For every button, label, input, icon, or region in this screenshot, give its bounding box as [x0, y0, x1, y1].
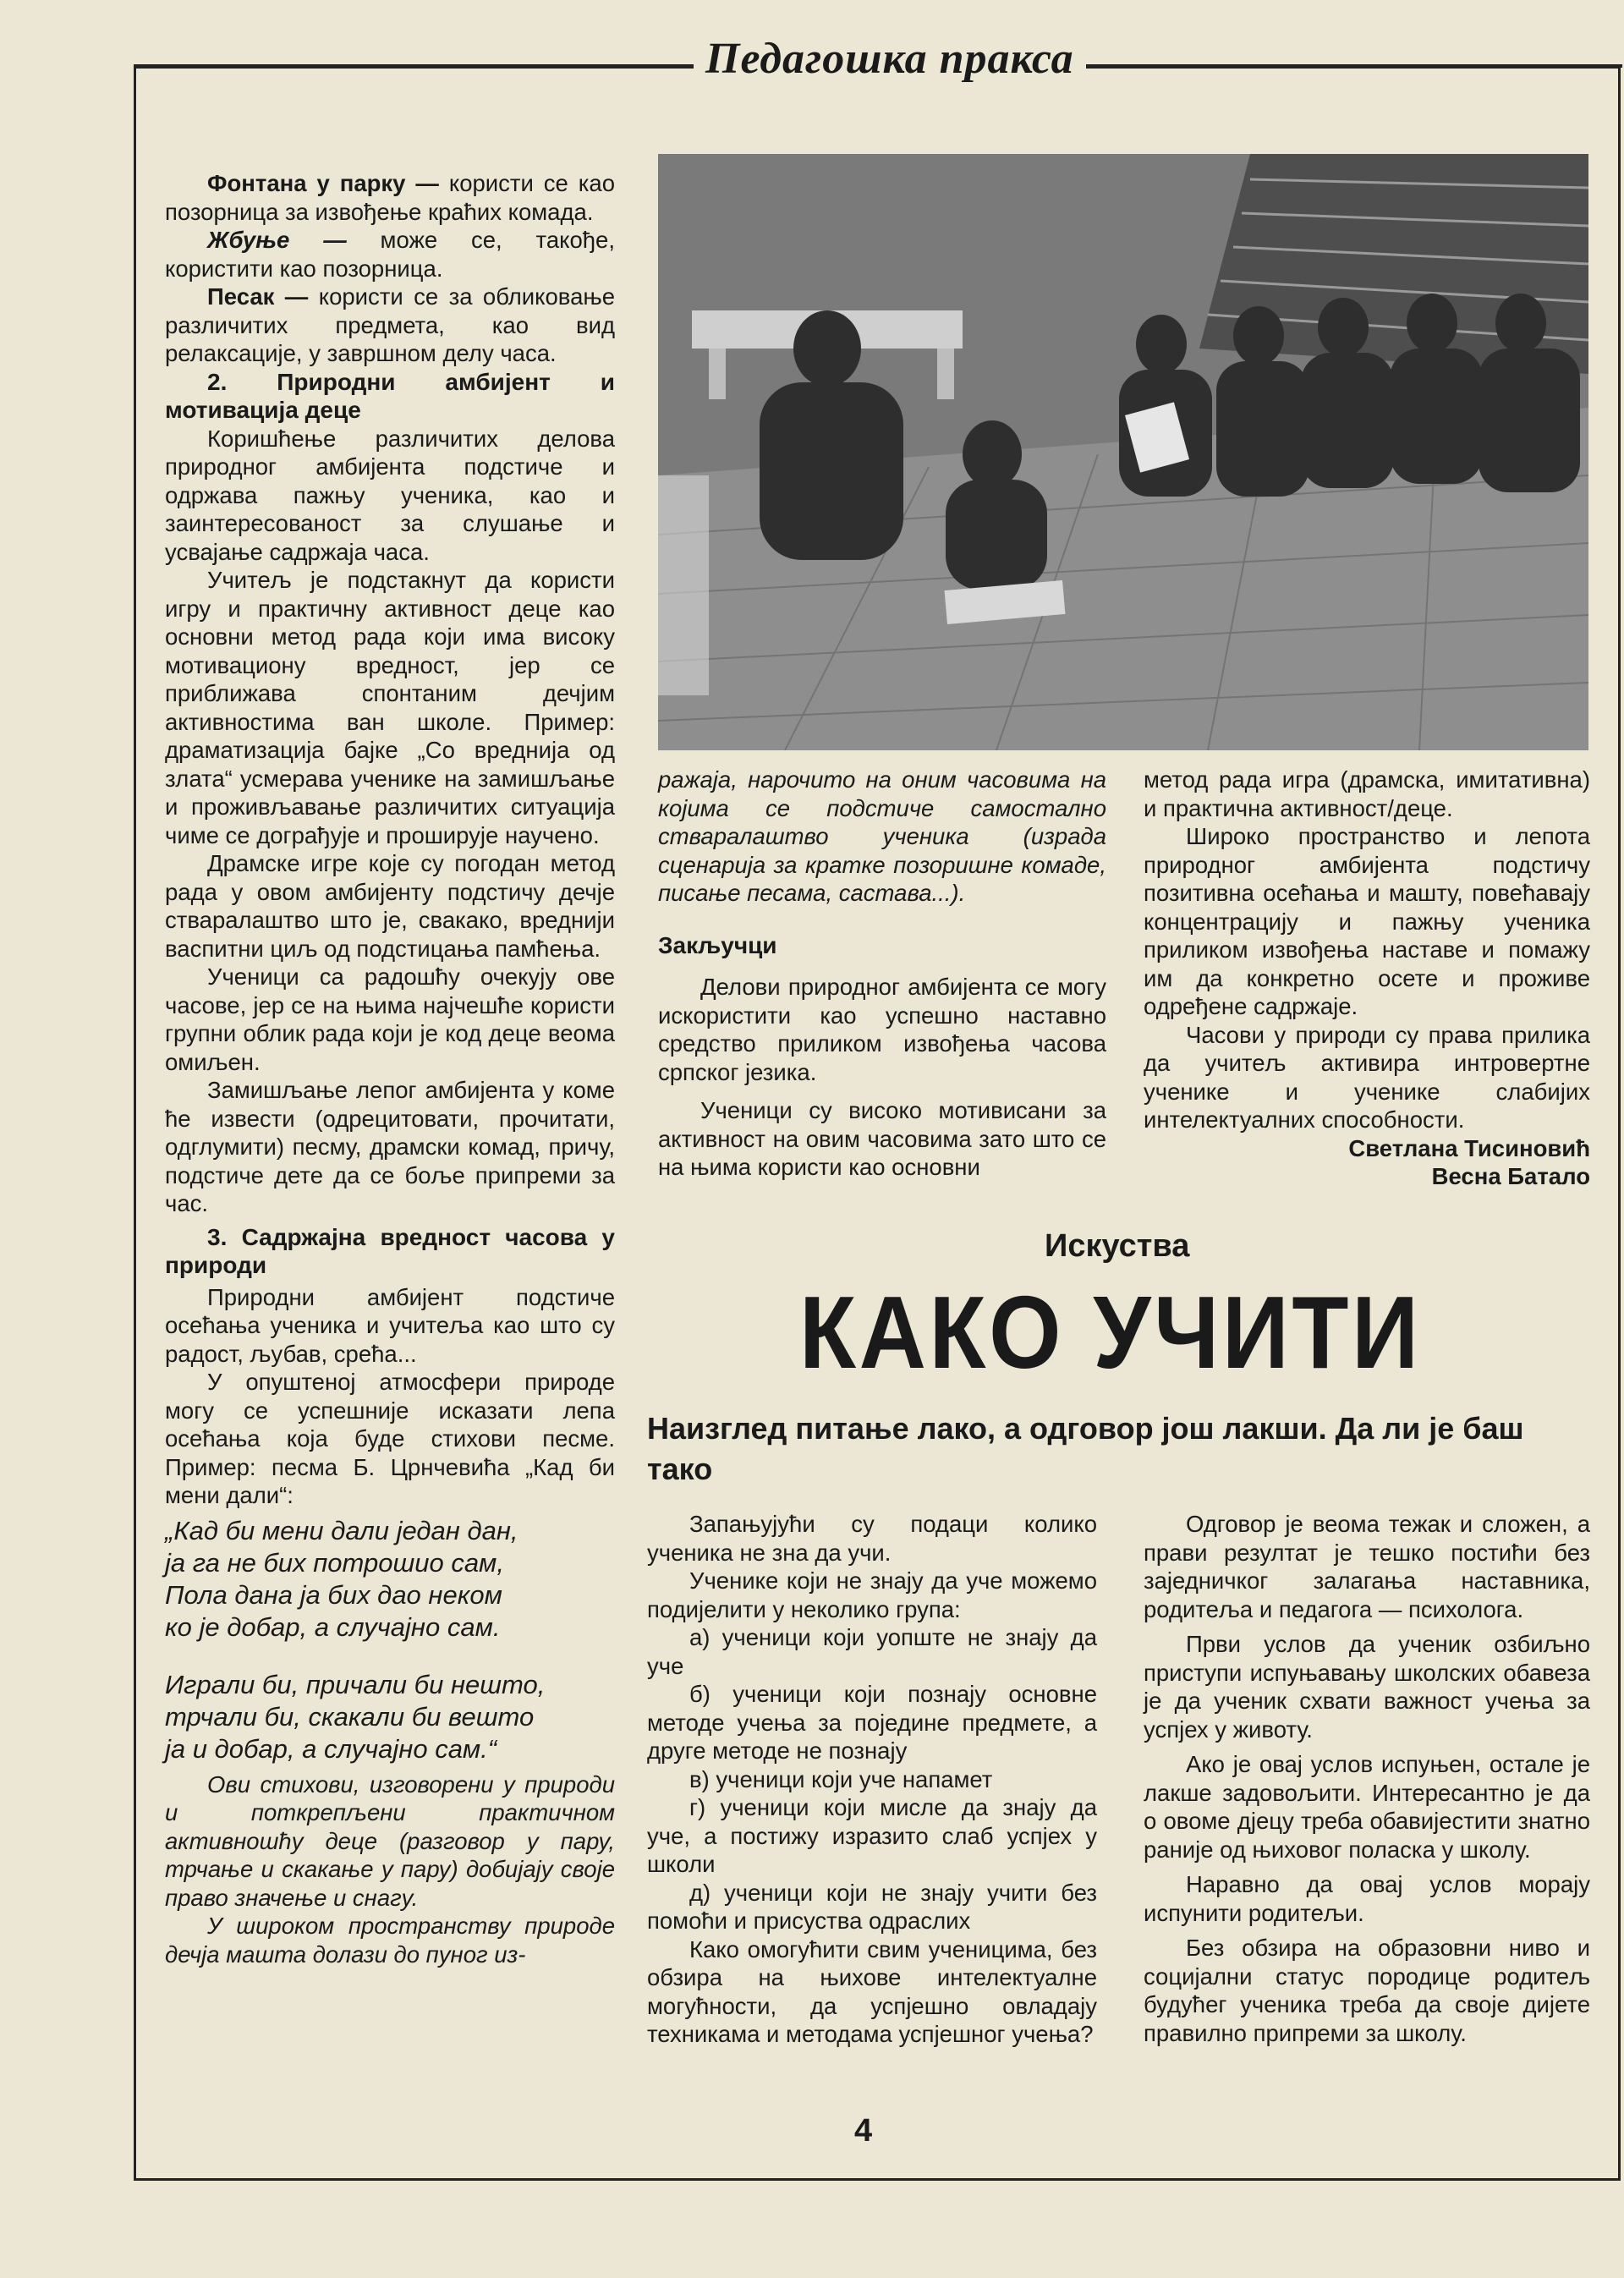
text: може се, такође, користити као позорница.	[165, 227, 615, 282]
text: користи се као позорница за извођење краћих комада.	[165, 170, 615, 225]
term: Жбуње —	[207, 227, 347, 253]
page-number: 4	[854, 2113, 873, 2149]
paragraph: Ученици су високо мотивисани за активност на овим часовима зато што се на њима користи као основни	[658, 1097, 1106, 1180]
section-heading: 3. Садржајна вредност часова у природи	[165, 1223, 615, 1278]
article-subtitle: Наизглед питање лако, а одговор још лакши. Да ли је баш тако	[647, 1411, 1524, 1486]
poem-stanza-2	[165, 1669, 615, 1765]
paragraph	[165, 283, 615, 368]
paragraph: Ученике који не знају да уче можемо подијелити у неколико група:	[647, 1567, 1097, 1622]
photo-illustration	[658, 154, 1588, 750]
term: Песак —	[207, 283, 309, 310]
poem-line: Играли би, причали би нешто,	[165, 1669, 546, 1699]
author-name: Светлана Тисиновић	[1348, 1134, 1590, 1161]
section-header: Педагошка пракса	[694, 34, 1086, 84]
section-heading: Закључци	[658, 931, 777, 958]
poem-line: ја и добар, а случајно сам.“	[165, 1733, 497, 1764]
poem-line: „Кад би мени дали један дан,	[165, 1515, 518, 1545]
poem-line: ја га не бих потрошио сам,	[165, 1547, 504, 1578]
paragraph: Како омогућити свим ученицима, без обзира на њихове интелектуалне могућности, да успјешно овладају техникама и методама успјешног учења?	[647, 1935, 1097, 2047]
paragraph: ражаја, нарочито на оним часовима на којима се подстиче самостално стваралаштво ученика (израда сценарија за кратке позоришне комаде, писање песама, састава...).	[658, 766, 1106, 906]
paragraph: метод рада игра (драмска, имитативна) и практична активност/деце.	[1144, 766, 1590, 821]
poem-line: ко је добар, а случајно сам.	[165, 1611, 501, 1642]
article2-column-1	[647, 1510, 1097, 2049]
left-column	[165, 169, 615, 1968]
list-item: д) ученици који не знају учити без помоћи и присуства одраслих	[647, 1879, 1097, 1934]
right-column	[1144, 766, 1590, 1191]
list-item: а) ученици који уопште не знају да уче	[647, 1624, 1097, 1679]
poem-line: Пола дана ја бих дао неком	[165, 1579, 502, 1610]
paragraph: Ови стихови, изговорени у природи и поткрепљени практичном активношћу деце (разговор у пару, трчање и скакање у пару) добијају своје право значење и снагу.	[165, 1770, 615, 1911]
article-kicker: Искуства	[1045, 1228, 1190, 1264]
paragraph	[165, 226, 615, 283]
paragraph: Драмске игре које су погодан метод рада у овом амбијенту подстичу дечје стваралаштво што је, свакако, вреднији васпитни циљ од подстицања памћења.	[165, 850, 615, 962]
paragraph: Коришћење различитих делова природног амбијента подстиче и одржава пажњу ученика, као и заинтересованост за слушање и усвајање садржаја часа.	[165, 425, 615, 565]
article2-column-2	[1144, 1510, 1590, 2047]
paragraph: Запањујући су подаци колико ученика не зна да учи.	[647, 1511, 1097, 1566]
paragraph: Без обзира на образовни ниво и социјални статус породице родитељ будућег ученика треба да своје дијете правилно припреми за школу.	[1144, 1935, 1590, 2046]
author-name: Весна Батало	[1431, 1163, 1590, 1189]
paragraph: Замишљање лепог амбијента у коме ће извести (одрецитовати, прочитати, одглумити) песму, драмски комад, причу, подстиче дете да се боље припреми за час.	[165, 1077, 615, 1216]
term: Фонтана у парку —	[207, 170, 439, 196]
article-title: КАКО УЧИТИ	[799, 1275, 1422, 1390]
poem-stanza-1	[165, 1515, 615, 1644]
paragraph: У широком пространству природе дечја машта долази до пуног из-	[165, 1913, 615, 1968]
section-heading: 2. Природни амбијент и мотивација деце	[165, 368, 615, 423]
paragraph: Први услов да ученик озбиљно приступи испуњавању школских обавеза је да ученик схвати важност учења за успјех у животу.	[1144, 1631, 1590, 1743]
list-item: б) ученици који познају основне методе учења за поједине предмете, а друге методе не познају	[647, 1681, 1097, 1764]
paragraph: Ученици са радошћу очекују ове часове, јер се на њима најчешће користи групни облик рада који је код деце веома омиљен.	[165, 963, 615, 1075]
text: користи се за обликовање различитих предмета, као вид релаксације, у завршном делу часа.	[165, 283, 616, 366]
poem-line: трчали би, скакали би вешто	[165, 1701, 535, 1732]
paragraph	[165, 169, 615, 226]
list-item: в) ученици који уче напамет	[689, 1765, 993, 1792]
classroom-outdoor-photo	[658, 154, 1588, 750]
list-item: г) ученици који мисле да знају да уче, а постижу изразито слаб успјех у школи	[647, 1794, 1097, 1877]
paragraph: Ако је овај услов испуњен, остале је лакше задовољити. Интересантно је да о овоме дјецу треба обавијестити знатно раније од њиховог поласка у школу.	[1144, 1751, 1590, 1863]
paragraph: Широко пространство и лепота природног амбијента подстичу позитивна осећања и машту, повећавају концентрацију и пажњу ученика приликом извођења наставе и помажу им да конкретно осете и проживе одређене садржаје.	[1144, 823, 1590, 1019]
paragraph: Учитељ је подстакнут да користи игру и практичну активност деце као основни метод рада који има високу мотивациону вредност, јер се приближава спонтаним дечјим активностима ван школе. Пример: драматизација бајке „Со вреднија од злата“ усмерава ученике на замишљање и проживљавање различитих ситуација чиме се дограђује и проширује научено.	[165, 567, 615, 848]
paragraph: Часови у природи су права прилика да учитељ активира интровертне ученике и ученике слабијих интелектуалних способности.	[1144, 1021, 1590, 1133]
paragraph: Делови природног амбијента се могу искористити као успешно наставно средство приликом извођења часова српског језика.	[658, 974, 1106, 1085]
paragraph: Наравно да овај услов морају испунити родитељи.	[1144, 1871, 1590, 1926]
middle-column	[658, 766, 1106, 1182]
paragraph: Природни амбијент подстиче осећања ученика и учитеља као што су радост, љубав, срећа...	[165, 1283, 615, 1367]
paragraph: У опуштеној атмосфери природе могу се успешније исказати лепа осећања која буде стихови песме. Пример: песма Б. Црнчевића „Кад би мени дали“:	[165, 1369, 615, 1508]
paragraph: Одговор је веома тежак и сложен, а прави резултат је тешко постићи без заједничког залагања наставника, родитеља и педагога — психолога.	[1144, 1511, 1590, 1622]
